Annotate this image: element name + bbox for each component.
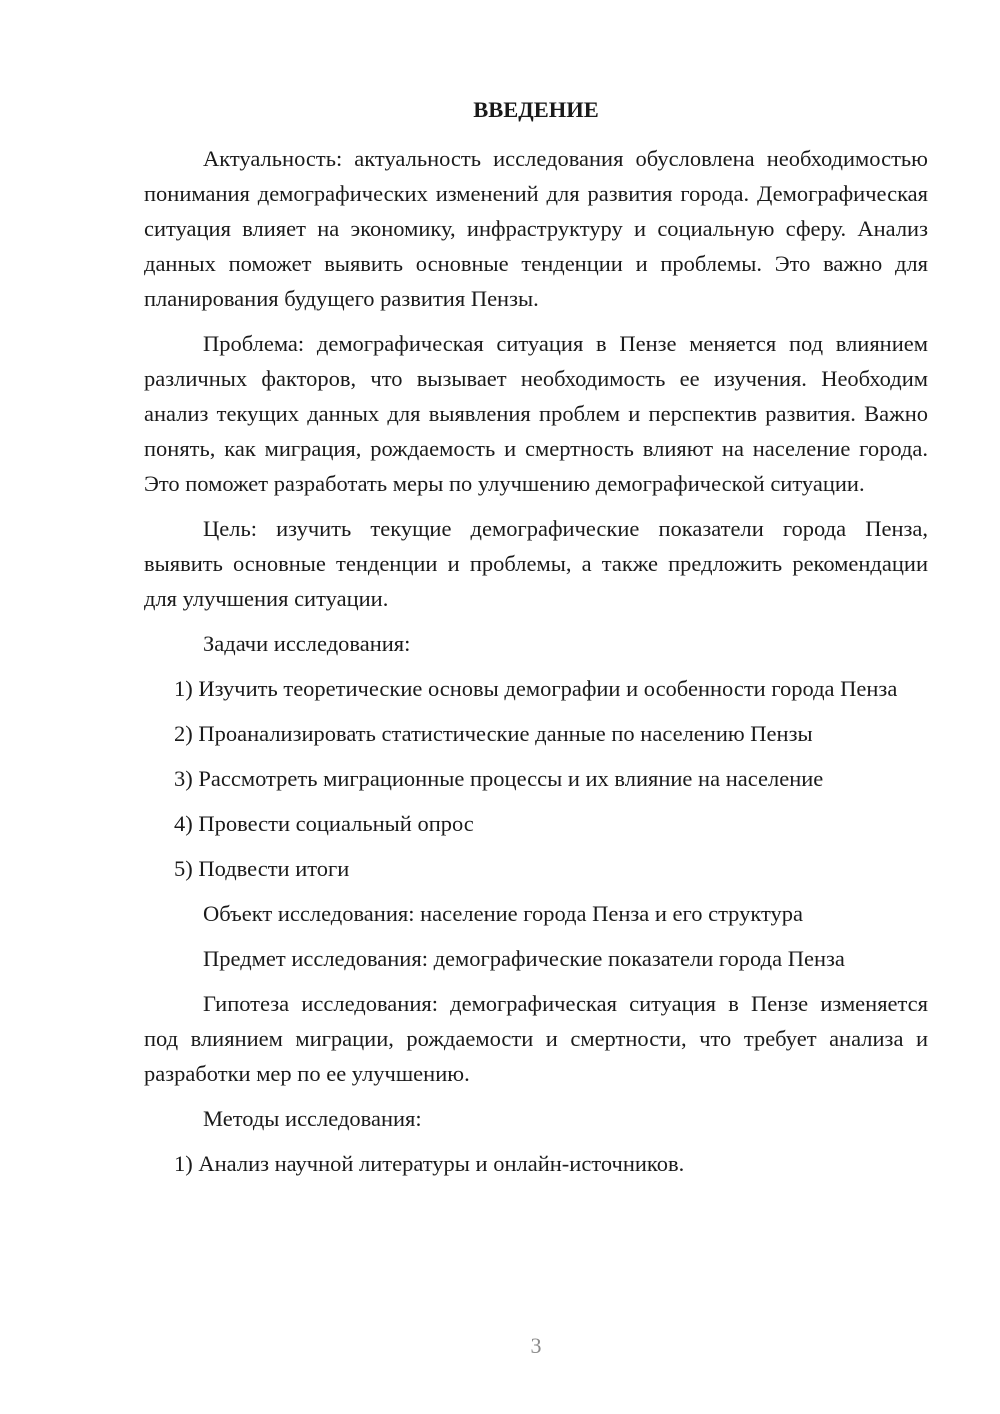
subject-paragraph: Предмет исследования: демографические показатели города Пенза bbox=[203, 946, 845, 971]
goal-paragraph: Цель: изучить текущие демографические показатели города Пенза, выявить основные тенденции и проблемы, а также предложить рекомендации для улучшения ситуации. bbox=[144, 516, 928, 611]
method-item: 1) Анализ научной литературы и онлайн-источников. bbox=[174, 1151, 685, 1176]
relevance-paragraph: Актуальность: актуальность исследования обусловлена необходимостью понимания демографических изменений для развития города. Демографическая ситуация влияет на экономику, инфраструктуру и социальную сферу. Анализ данных поможет выявить основные тенденции и проблемы. Это важно для планирования будущего развития Пензы. bbox=[144, 146, 928, 311]
task-item: 2) Проанализировать статистические данные по населению Пензы bbox=[174, 721, 813, 746]
hypothesis-paragraph: Гипотеза исследования: демографическая ситуация в Пензе изменяется под влиянием миграции, рождаемости и смертности, что требует анализа и разработки мер по ее улучшению. bbox=[144, 991, 928, 1086]
page-title: ВВЕДЕНИЕ bbox=[473, 97, 599, 122]
tasks-heading: Задачи исследования: bbox=[203, 631, 411, 656]
problem-paragraph: Проблема: демографическая ситуация в Пензе меняется под влиянием различных факторов, что вызывает необходимость ее изучения. Необходим анализ текущих данных для выявления проблем и перспектив развития. Важно понять, как миграция, рождаемость и смертность влияют на население города. Это поможет разработать меры по улучшению демографической ситуации. bbox=[144, 331, 928, 496]
document-page bbox=[144, 92, 928, 1191]
methods-heading: Методы исследования: bbox=[203, 1106, 422, 1131]
task-item: 3) Рассмотреть миграционные процессы и их влияние на население bbox=[174, 766, 824, 791]
task-item: 1) Изучить теоретические основы демографии и особенности города Пенза bbox=[174, 676, 898, 701]
task-item: 4) Провести социальный опрос bbox=[174, 811, 474, 836]
task-item: 5) Подвести итоги bbox=[174, 856, 350, 881]
object-paragraph: Объект исследования: население города Пенза и его структура bbox=[203, 901, 804, 926]
page-number: 3 bbox=[530, 1333, 542, 1358]
